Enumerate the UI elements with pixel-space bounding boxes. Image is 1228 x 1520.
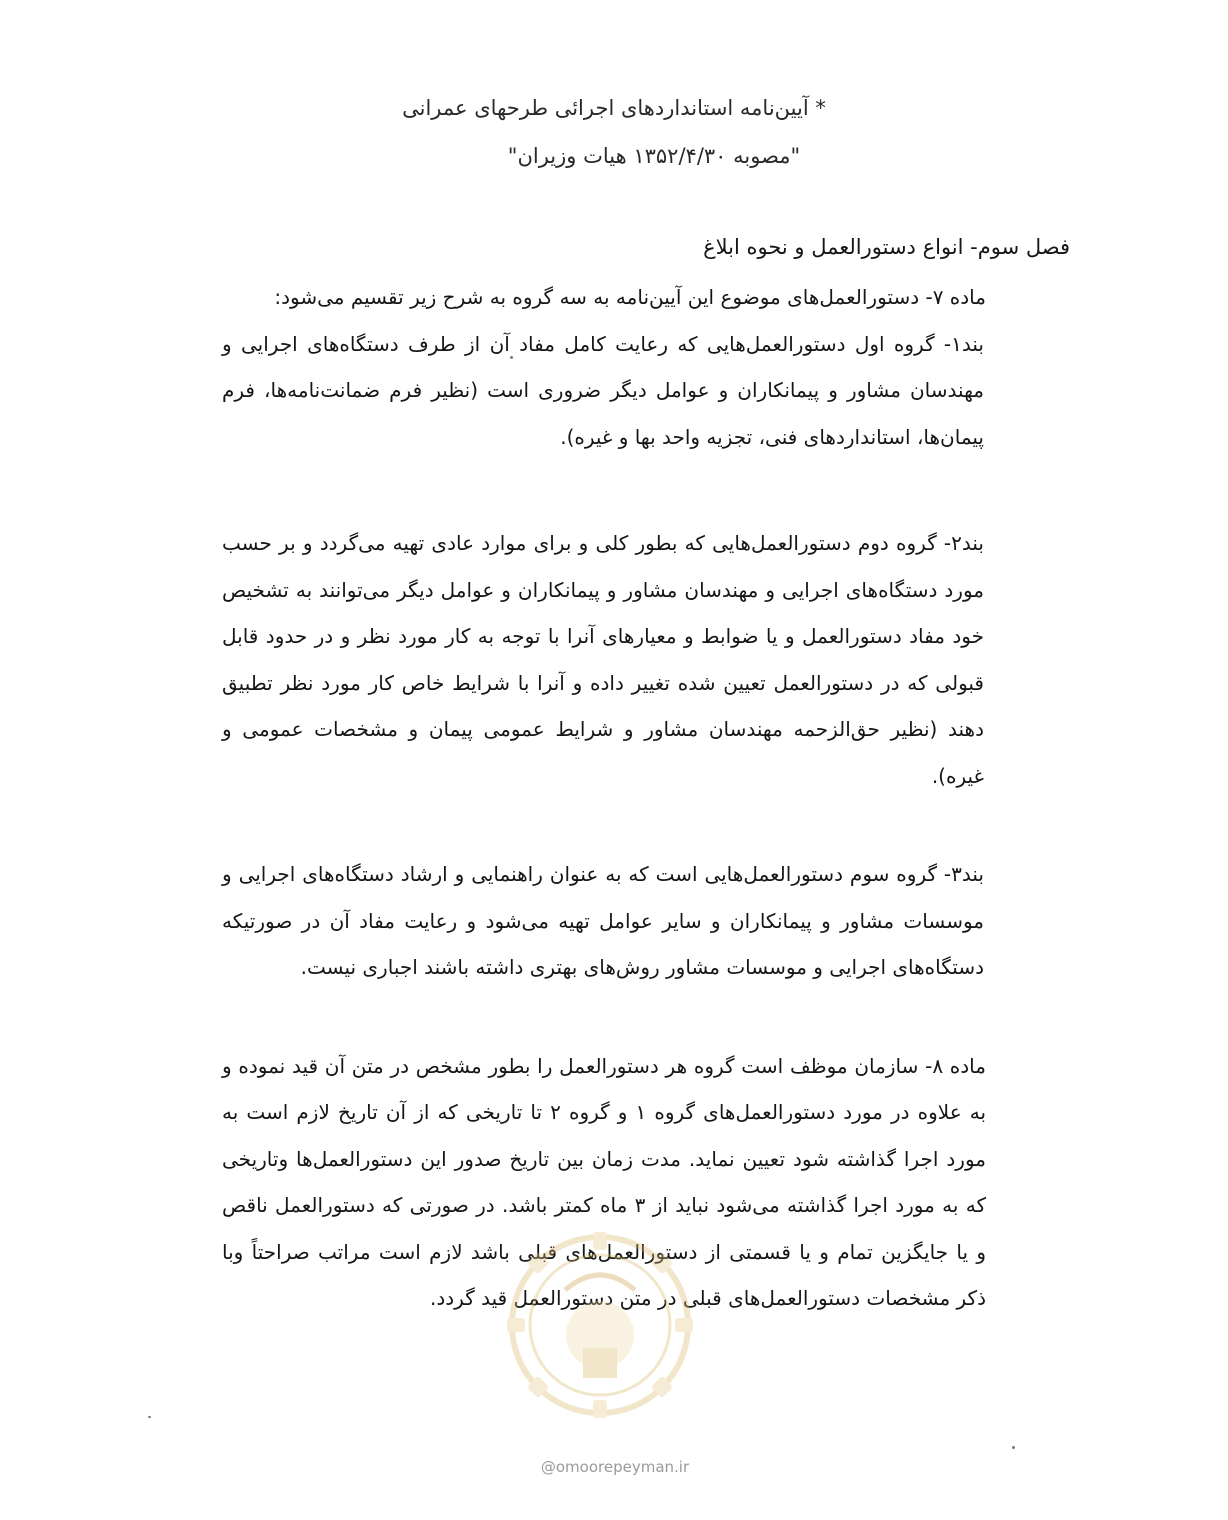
clause-1: بند۱- گروه اول دستورالعمل‌هایی که رعایت کامل مفاد آن از طرف دستگاه‌های اجرایی و مهندسان مشاور و پیمانکاران و عوامل دیگر ضروری است (نظیر فرم ضمانت‌نامه‌ها، فرم پیمان‌ها، استانداردهای فنی، تجزیه واحد بها و غیره). — [222, 331, 984, 449]
spacer — [200, 266, 1070, 274]
clause-2: بند۲- گروه دوم دستورالعمل‌هایی که بطور کلی و برای موارد عادی تهیه می‌گردد و بر حسب مورد دستگاه‌های اجرایی و مهندسان مشاور و پیمانکاران و عوامل دیگر می‌توانند به تشخیص خود مفاد دستورالعمل و یا ضوابط و معیارهای آنرا با توجه به کار مورد نظر و در حدود قابل قبولی که در دستورالعمل تعیین شده تغییر داده و آنرا با شرایط خاص کار مورد نظر تطبیق دهند (نظیر حق‌الزحمه مهندسان مشاور و شرایط عمومی پیمان و مشخصات عمومی و غیره). — [222, 531, 984, 788]
chapter-heading: فصل سوم- انواع دستورالعمل و نحوه ابلاغ — [703, 235, 1070, 259]
scan-speck — [148, 1416, 151, 1418]
document-subtitle: "مصوبه ۱۳۵۲/۴/۳۰ هیات وزیران" — [507, 144, 801, 168]
document-title: * آیین‌نامه استانداردهای اجرائی طرحهای عمرانی — [402, 96, 826, 120]
article-7: ماده ۷- دستورالعمل‌های موضوع این آیین‌نامه به سه گروه به شرح زیر تقسیم می‌شود: — [274, 285, 986, 309]
watermark-site: @omoorepeyman.ir — [540, 1458, 690, 1476]
article-8: ماده ۸- سازمان موظف است گروه هر دستورالعمل را بطور مشخص در متن آن قید نموده و به علاوه در مورد دستورالعمل‌های گروه ۱ و گروه ۲ تا تاریخی که از آن تاریخ لازم است به مورد اجرا گذاشته شود تعیین نماید. مدت زمان بین تاریخ صدور این دستورالعمل‌ها وتاریخی که به مورد اجرا گذاشته می‌شود نباید از ۳ ماه کمتر باشد. در صورتی که دستورالعمل ناقص و یا جایگزین تمام و یا قسمتی از دستورالعمل‌های قبلی باشد لازم است مراتب صراحتاً وبا ذکر مشخصات دستورالعمل‌های قبلی در متن دستورالعمل قید گردد. — [222, 1053, 987, 1310]
clause-3: بند۳- گروه سوم دستورالعمل‌هایی است که به عنوان راهنمایی و ارشاد دستگاه‌های اجرایی و موسسات مشاور و پیمانکاران و سایر عوامل تهیه می‌شود و رعایت مفاد آن در صورتیکه دستگاه‌های اجرایی و موسسات مشاور روش‌های بهتری داشته باشند اجباری نیست. — [222, 862, 984, 979]
spacer — [200, 991, 1070, 1043]
document-body — [200, 228, 1070, 1322]
spacer — [200, 799, 1070, 851]
scan-speck — [510, 356, 513, 359]
spacer — [200, 460, 1070, 520]
scan-speck — [1012, 1446, 1015, 1449]
title-block — [0, 84, 1228, 180]
